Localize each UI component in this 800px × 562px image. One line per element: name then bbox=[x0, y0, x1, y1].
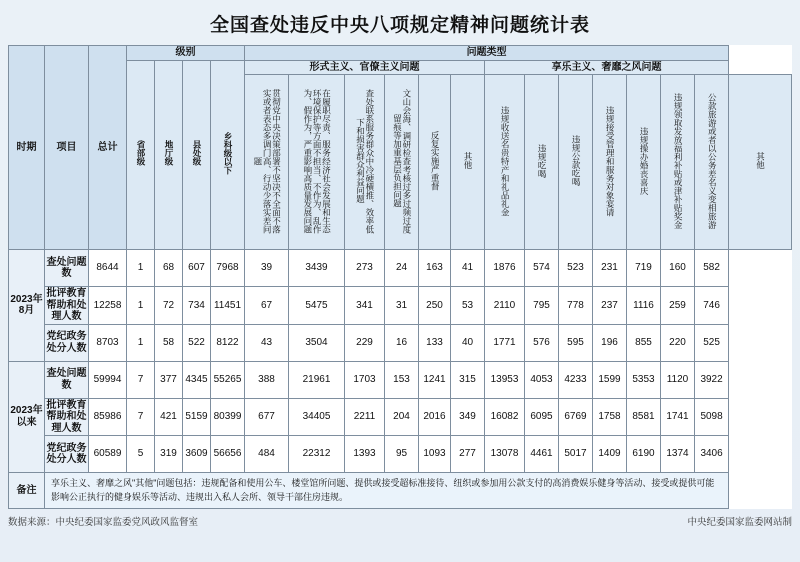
cell-h4: 4233 bbox=[559, 361, 593, 398]
cell-h7: 1120 bbox=[661, 361, 695, 398]
header-row-1 bbox=[9, 46, 792, 61]
cell-h2: 1771 bbox=[485, 324, 525, 361]
cell-level-4: 11451 bbox=[211, 287, 245, 325]
statistics-table bbox=[8, 45, 792, 509]
cell-f1: 43 bbox=[245, 324, 289, 361]
cell-f-other: 2016 bbox=[419, 398, 451, 436]
col-formalism-3: 查处联系服务群众中冷硬横推、效率低下和损害群众利益问题 bbox=[345, 75, 385, 250]
cell-f2: 34405 bbox=[289, 398, 345, 436]
table-row bbox=[9, 324, 792, 361]
cell-h-other: 525 bbox=[695, 324, 729, 361]
cell-level-1: 7 bbox=[127, 361, 155, 398]
cell-level-2: 72 bbox=[155, 287, 183, 325]
col-hedonism-dining: 违规吃喝 bbox=[525, 75, 559, 250]
cell-h6: 719 bbox=[627, 250, 661, 287]
cell-h5: 196 bbox=[593, 324, 627, 361]
cell-level-4: 80399 bbox=[211, 398, 245, 436]
cell-h-other: 582 bbox=[695, 250, 729, 287]
cell-h-other: 746 bbox=[695, 287, 729, 325]
cell-level-1: 7 bbox=[127, 398, 155, 436]
cell-level-3: 522 bbox=[183, 324, 211, 361]
cell-f2: 3439 bbox=[289, 250, 345, 287]
col-hedonism-gifts: 违规收送名贵特产和礼品礼金 bbox=[485, 75, 525, 250]
cell-total: 8703 bbox=[89, 324, 127, 361]
note-row bbox=[9, 473, 792, 509]
cell-f1: 677 bbox=[245, 398, 289, 436]
cell-f1: 39 bbox=[245, 250, 289, 287]
cell-level-4: 55265 bbox=[211, 361, 245, 398]
row-item-label: 查处问题数 bbox=[45, 361, 89, 398]
cell-f3: 1703 bbox=[345, 361, 385, 398]
cell-h3: 6095 bbox=[525, 398, 559, 436]
cell-h6: 855 bbox=[627, 324, 661, 361]
cell-f3: 1393 bbox=[345, 436, 385, 473]
cell-total: 12258 bbox=[89, 287, 127, 325]
cell-h4: 5017 bbox=[559, 436, 593, 473]
cell-level-4: 8122 bbox=[211, 324, 245, 361]
cell-level-3: 5159 bbox=[183, 398, 211, 436]
cell-level-1: 1 bbox=[127, 250, 155, 287]
cell-level-4: 56656 bbox=[211, 436, 245, 473]
cell-h1: 41 bbox=[451, 250, 485, 287]
cell-level-1: 1 bbox=[127, 324, 155, 361]
cell-h3: 576 bbox=[525, 324, 559, 361]
group-hedonism: 享乐主义、奢靡之风问题 bbox=[485, 60, 729, 75]
note-text: 享乐主义、奢靡之风"其他"问题包括：违规配备和使用公车、楼堂馆所问题、提供或接受超标准接待、纽织或参加用公款支付的高消费娱乐健身等活动、接受或提供可能影响公正执行的健身娱乐等活动、违规出入私人会所、领导干部住房违规。 bbox=[45, 473, 729, 509]
cell-h3: 574 bbox=[525, 250, 559, 287]
cell-h7: 259 bbox=[661, 287, 695, 325]
row-period-aug: 2023年8月 bbox=[9, 250, 45, 362]
cell-level-2: 421 bbox=[155, 398, 183, 436]
row-item-label: 党纪政务处分人数 bbox=[45, 324, 89, 361]
cell-total: 59994 bbox=[89, 361, 127, 398]
cell-level-4: 7968 bbox=[211, 250, 245, 287]
cell-h4: 595 bbox=[559, 324, 593, 361]
cell-total: 85986 bbox=[89, 398, 127, 436]
cell-level-3: 734 bbox=[183, 287, 211, 325]
note-label: 备注 bbox=[9, 473, 45, 509]
cell-f3: 229 bbox=[345, 324, 385, 361]
cell-f4: 31 bbox=[385, 287, 419, 325]
col-level-xianchu: 县处级 bbox=[183, 60, 211, 250]
group-problem-type: 问题类型 bbox=[245, 46, 729, 61]
cell-f4: 95 bbox=[385, 436, 419, 473]
cell-level-3: 4345 bbox=[183, 361, 211, 398]
cell-h-other: 5098 bbox=[695, 398, 729, 436]
cell-h4: 778 bbox=[559, 287, 593, 325]
col-level-xiangke: 乡科级以下 bbox=[211, 60, 245, 250]
cell-f-other: 163 bbox=[419, 250, 451, 287]
cell-total: 60589 bbox=[89, 436, 127, 473]
cell-h6: 6190 bbox=[627, 436, 661, 473]
cell-f-other: 133 bbox=[419, 324, 451, 361]
footer bbox=[8, 509, 792, 528]
cell-level-2: 58 bbox=[155, 324, 183, 361]
cell-h2: 13953 bbox=[485, 361, 525, 398]
cell-f2: 3504 bbox=[289, 324, 345, 361]
table-row bbox=[9, 361, 792, 398]
col-hedonism-banquet: 违规接受管理和服务对象宴请 bbox=[593, 75, 627, 250]
cell-h2: 16082 bbox=[485, 398, 525, 436]
col-hedonism-travel: 公款旅游或者以公务差名义变相旅游 bbox=[695, 75, 729, 250]
col-hedonism-other: 其他 bbox=[729, 75, 792, 250]
row-item-label: 党纪政务处分人数 bbox=[45, 436, 89, 473]
cell-h7: 220 bbox=[661, 324, 695, 361]
cell-f4: 16 bbox=[385, 324, 419, 361]
cell-h2: 2110 bbox=[485, 287, 525, 325]
col-hedonism-weddings: 违规操办婚丧喜庆 bbox=[627, 75, 661, 250]
cell-f1: 388 bbox=[245, 361, 289, 398]
cell-f4: 24 bbox=[385, 250, 419, 287]
data-source: 数据来源：中央纪委国家监委党风政风监督室 bbox=[8, 517, 199, 528]
table-row bbox=[9, 398, 792, 436]
cell-f3: 273 bbox=[345, 250, 385, 287]
cell-f-other: 1093 bbox=[419, 436, 451, 473]
cell-h5: 1599 bbox=[593, 361, 627, 398]
cell-f-other: 250 bbox=[419, 287, 451, 325]
row-period-ytd: 2023年以来 bbox=[9, 361, 45, 473]
cell-f3: 341 bbox=[345, 287, 385, 325]
page-title: 全国查处违反中央八项规定精神问题统计表 bbox=[209, 15, 590, 36]
cell-h7: 1741 bbox=[661, 398, 695, 436]
row-item-label: 批评教育帮助和处理人数 bbox=[46, 399, 87, 434]
cell-h5: 1758 bbox=[593, 398, 627, 436]
table-row bbox=[9, 287, 792, 325]
cell-total: 8644 bbox=[89, 250, 127, 287]
col-hedonism-public-dining: 违规公款吃喝 bbox=[559, 75, 593, 250]
group-level: 级别 bbox=[127, 46, 245, 61]
cell-h1: 40 bbox=[451, 324, 485, 361]
table-row bbox=[9, 250, 792, 287]
col-period: 时期 bbox=[9, 46, 45, 250]
cell-f2: 21961 bbox=[289, 361, 345, 398]
cell-h2: 1876 bbox=[485, 250, 525, 287]
col-item: 项目 bbox=[45, 46, 89, 250]
cell-h7: 160 bbox=[661, 250, 695, 287]
cell-level-2: 68 bbox=[155, 250, 183, 287]
cell-f1: 484 bbox=[245, 436, 289, 473]
col-level-sheng: 省部级 bbox=[127, 60, 155, 250]
cell-f3: 2211 bbox=[345, 398, 385, 436]
row-item-label: 批评教育帮助和处理人数 bbox=[46, 288, 87, 322]
cell-h2: 13078 bbox=[485, 436, 525, 473]
cell-f1: 67 bbox=[245, 287, 289, 325]
cell-h6: 8581 bbox=[627, 398, 661, 436]
col-formalism-other: 其他 bbox=[451, 75, 485, 250]
cell-f2: 5475 bbox=[289, 287, 345, 325]
group-formalism: 形式主义、官僚主义问题 bbox=[245, 60, 485, 75]
cell-level-1: 1 bbox=[127, 287, 155, 325]
col-level-diting: 地厅级 bbox=[155, 60, 183, 250]
col-total: 总计 bbox=[89, 46, 127, 250]
row-item-label: 查处问题数 bbox=[45, 250, 89, 287]
col-hedonism-allowance: 违规领取发放福利补贴或津补贴奖金 bbox=[661, 75, 695, 250]
cell-level-2: 377 bbox=[155, 361, 183, 398]
cell-level-2: 319 bbox=[155, 436, 183, 473]
cell-h3: 4053 bbox=[525, 361, 559, 398]
cell-h5: 231 bbox=[593, 250, 627, 287]
site-credit: 中央纪委国家监委网站制 bbox=[687, 517, 792, 528]
cell-level-3: 3609 bbox=[183, 436, 211, 473]
col-formalism-5: 反复实施严重督 bbox=[419, 75, 451, 250]
cell-h6: 5353 bbox=[627, 361, 661, 398]
cell-f2: 22312 bbox=[289, 436, 345, 473]
col-formalism-1: 贯彻党中央决策部署不坚决不全面不落实或者表态多调门高、行动少落实差问题 bbox=[245, 75, 289, 250]
cell-h3: 795 bbox=[525, 287, 559, 325]
cell-f-other: 1241 bbox=[419, 361, 451, 398]
cell-h1: 315 bbox=[451, 361, 485, 398]
cell-h1: 277 bbox=[451, 436, 485, 473]
cell-f4: 153 bbox=[385, 361, 419, 398]
col-formalism-4: 文山会海、调研检查考核过多过频过度留痕等加重基层负担问题 bbox=[385, 75, 419, 250]
col-formalism-2: 在履职尽责、服务经济社会发展和生态环境保护等方面不担当、不作为、乱作为、假作为，严重影响高质量发展问题 bbox=[289, 75, 345, 250]
header-row-2 bbox=[9, 60, 792, 75]
cell-h-other: 3922 bbox=[695, 361, 729, 398]
cell-h5: 1409 bbox=[593, 436, 627, 473]
cell-h5: 237 bbox=[593, 287, 627, 325]
cell-h4: 523 bbox=[559, 250, 593, 287]
cell-h4: 6769 bbox=[559, 398, 593, 436]
cell-f4: 204 bbox=[385, 398, 419, 436]
cell-level-3: 607 bbox=[183, 250, 211, 287]
cell-h1: 53 bbox=[451, 287, 485, 325]
cell-level-1: 5 bbox=[127, 436, 155, 473]
table-row bbox=[9, 436, 792, 473]
cell-h6: 1116 bbox=[627, 287, 661, 325]
cell-h1: 349 bbox=[451, 398, 485, 436]
cell-h7: 1374 bbox=[661, 436, 695, 473]
cell-h-other: 3406 bbox=[695, 436, 729, 473]
cell-h3: 4461 bbox=[525, 436, 559, 473]
